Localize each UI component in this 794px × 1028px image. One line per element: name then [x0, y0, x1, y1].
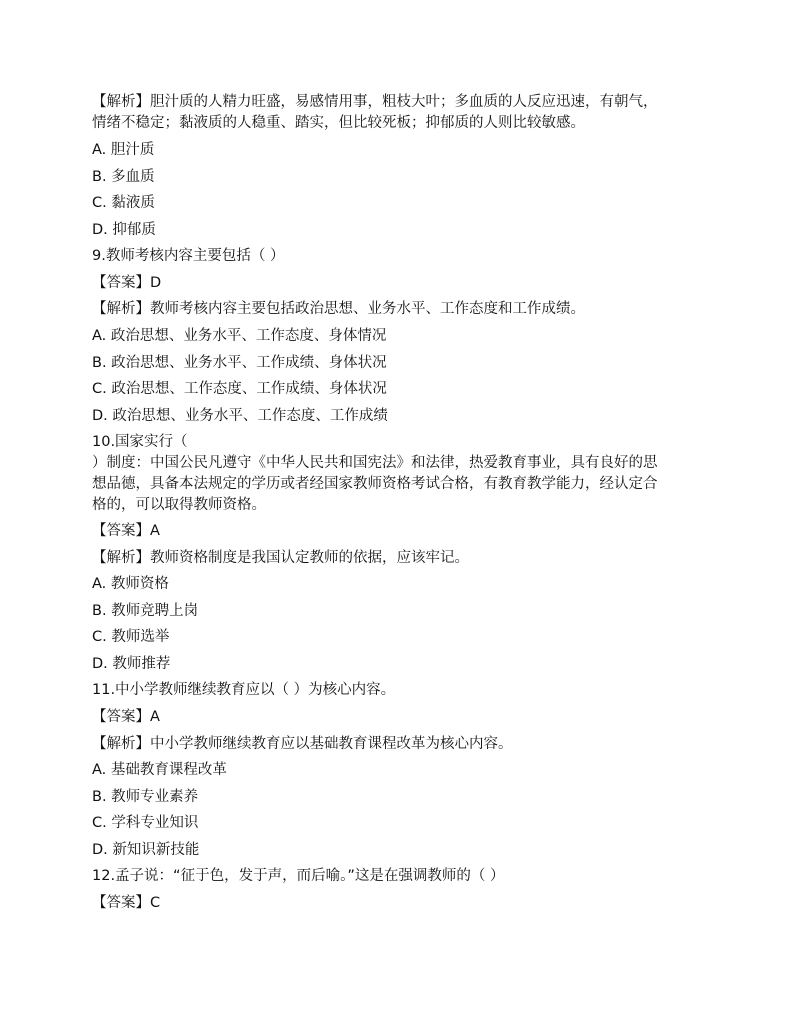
- option-a: A. 教师资格: [92, 576, 169, 592]
- option-b: B. 教师专业素养: [92, 789, 199, 805]
- option-c: C. 黏液质: [92, 195, 155, 211]
- option-c: C. 教师选举: [92, 629, 170, 645]
- question-11: 11.中小学教师继续教育应以（ ）为核心内容。: [92, 682, 396, 698]
- option-d: D. 教师推荐: [92, 656, 171, 672]
- question-10-line3: 想品德，具备本法规定的学历或者经国家教师资格考试合格，有教育教学能力，经认定合: [92, 476, 658, 492]
- analysis-11: 【解析】中小学教师继续教育应以基础教育课程改革为核心内容。: [92, 736, 513, 752]
- option-b: B. 教师竞聘上岗: [92, 603, 199, 619]
- question-9: 9.教师考核内容主要包括（ ）: [92, 248, 285, 264]
- option-a: A. 胆汁质: [92, 142, 155, 158]
- option-c: C. 学科专业知识: [92, 815, 199, 831]
- question-12: 12.孟子说：“征于色，发于声，而后喻。”这是在强调教师的（ ）: [92, 868, 505, 884]
- question-10-line1: 10.国家实行（: [92, 434, 188, 450]
- analysis-q8-line2: 情绪不稳定；黏液质的人稳重、踏实，但比较死板；抑郁质的人则比较敏感。: [92, 115, 585, 131]
- analysis-10: 【解析】教师资格制度是我国认定教师的依据，应该牢记。: [92, 550, 469, 566]
- option-d: D. 抑郁质: [92, 222, 156, 238]
- analysis-9: 【解析】教师考核内容主要包括政治思想、业务水平、工作态度和工作成绩。: [92, 301, 585, 317]
- answer-11: 【答案】A: [92, 709, 160, 725]
- question-10-line2: ）制度：中国公民凡遵守《中华人民共和国宪法》和法律，热爱教育事业，具有良好的思: [92, 455, 658, 471]
- answer-12: 【答案】C: [92, 895, 161, 911]
- option-c: C. 政治思想、工作态度、工作成绩、身体状况: [92, 381, 387, 397]
- option-d: D. 政治思想、业务水平、工作态度、工作成绩: [92, 408, 388, 424]
- analysis-q8-line1: 【解析】胆汁质的人精力旺盛，易感情用事，粗枝大叶；多血质的人反应迅速，有朝气，: [92, 94, 658, 110]
- option-b: B. 多血质: [92, 169, 155, 185]
- option-d: D. 新知识新技能: [92, 842, 200, 858]
- answer-10: 【答案】A: [92, 523, 160, 539]
- answer-9: 【答案】D: [92, 275, 162, 291]
- option-b: B. 政治思想、业务水平、工作成绩、身体状况: [92, 355, 387, 371]
- option-a: A. 政治思想、业务水平、工作态度、身体情况: [92, 328, 387, 344]
- option-a: A. 基础教育课程改革: [92, 762, 227, 778]
- question-10-line4: 格的，可以取得教师资格。: [92, 497, 266, 513]
